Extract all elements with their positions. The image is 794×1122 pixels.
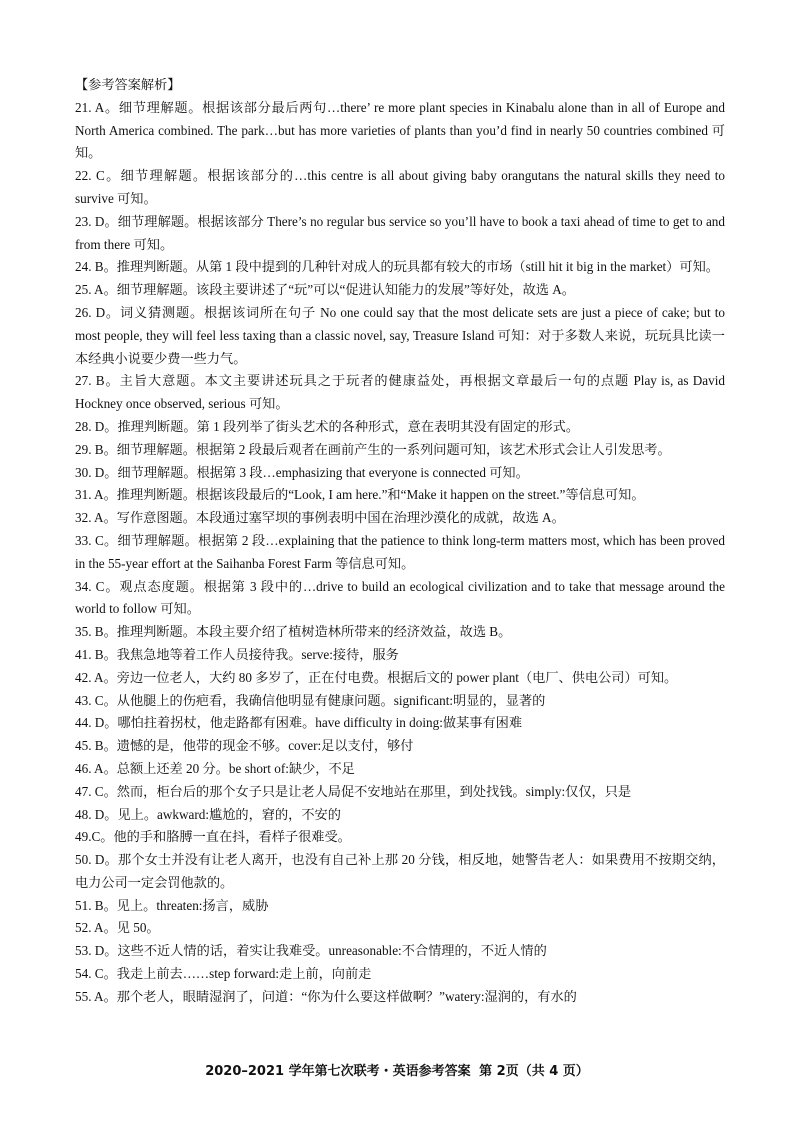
answer-entry-43: 43. C。从他腿上的伤疤看，我确信他明显有健康问题。significant:明显的，显著的: [75, 692, 546, 708]
answer-entry-53: 53. D。这些不近人情的话，着实让我难受。unreasonable:不合情理的，不近人情的: [75, 943, 547, 959]
answer-entry-26: 26. D。词义猜测题。根据该词所在句子 No one could say that the most delicate sets are just a piece of cake; but to most people, they will feel less taxing than a classic novel, say, Treasure Island 可知：对于多数人来说，玩玩具比读一本经典小说要少费一些力气。: [75, 304, 725, 366]
answer-entry-49: 49.C。他的手和胳膊一直在抖，看样子很难受。: [75, 829, 351, 845]
page-footer: [0, 1060, 794, 1079]
answer-entry-31: 31. A。推理判断题。根据该段最后的“Look, I am here.”和“Make it happen on the street.”等信息可知。: [75, 487, 645, 503]
answer-entry-29: 29. B。细节理解题。根据第 2 段最后观者在画前产生的一系列问题可知，该艺术形式会让人引发思考。: [75, 441, 671, 457]
answer-entry-21: 21. A。细节理解题。根据该部分最后两句…there’ re more plant species in Kinabalu alone than in all of Europe and North America combined. The park…but has more varieties of plants than you’d find in nearly 50 countries combined 可知。: [75, 99, 725, 161]
answer-entry-27: 27. B。主旨大意题。本文主要讲述玩具之于玩者的健康益处，再根据文章最后一句的点题 Play is, as David Hockney once observed, serious 可知。: [75, 373, 725, 412]
answer-entry-35: 35. B。推理判断题。本段主要介绍了植树造林所带来的经济效益，故选 B。: [75, 624, 512, 640]
answer-entry-52: 52. A。见 50。: [75, 920, 160, 936]
answer-entry-42: 42. A。旁边一位老人，大约 80 多岁了，正在付电费。根据后文的 power plant（电厂、供电公司）可知。: [75, 669, 678, 685]
answer-entry-45: 45. B。遗憾的是，他带的现金不够。cover:足以支付，够付: [75, 738, 414, 754]
answer-entry-34: 34. C。观点态度题。根据第 3 段中的…drive to build an ecological civilization and to take that message around the world to follow 可知。: [75, 578, 725, 617]
answer-entry-48: 48. D。见上。awkward:尴尬的，窘的，不安的: [75, 806, 341, 822]
answer-document: [75, 74, 725, 1009]
answer-entry-41: 41. B。我焦急地等着工作人员接待我。serve:接待，服务: [75, 646, 399, 662]
footer-page-number: 第 2页（共 4 页）: [479, 1064, 589, 1079]
answer-entry-50: 50. D。那个女士并没有让老人离开，也没有自己补上那 20 分钱，相反地，她警告老人：如果费用不按期交纳，电力公司一定会罚他款的。: [75, 852, 725, 890]
answer-entry-24: 24. B。推理判断题。从第 1 段中提到的几种针对成人的玩具都有较大的市场（still hit it big in the market）可知。: [75, 259, 719, 275]
answer-entry-23: 23. D。细节理解题。根据该部分 There’s no regular bus service so you’ll have to book a taxi ahead of time to get to and from there 可知。: [75, 213, 725, 252]
answer-entry-51: 51. B。见上。threaten:扬言，威胁: [75, 897, 269, 913]
answer-entry-33: 33. C。细节理解题。根据第 2 段…explaining that the patience to think long-term matters most, which has been proved in the 55-year effort at the Saihanba Forest Farm 等信息可知。: [75, 532, 725, 571]
answer-entry-30: 30. D。细节理解题。根据第 3 段…emphasizing that everyone is connected 可知。: [75, 464, 529, 480]
footer-title: 2020–2021 学年第七次联考・英语参考答案: [205, 1064, 471, 1079]
answer-entry-32: 32. A。写作意图题。本段通过塞罕坝的事例表明中国在治理沙漠化的成就，故选 A。: [75, 510, 565, 526]
answer-entry-54: 54. C。我走上前去……step forward:走上前，向前走: [75, 966, 372, 982]
section-heading: 【参考答案解析】: [75, 77, 181, 92]
answer-entry-28: 28. D。推理判断题。第 1 段列举了街头艺术的各种形式，意在表明其没有固定的形式。: [75, 418, 580, 434]
answer-entry-22: 22. C。细节理解题。根据该部分的…this centre is all about giving baby orangutans the natural skills they need to survive 可知。: [75, 168, 725, 206]
answer-entry-46: 46. A。总额上还差 20 分。be short of:缺少，不足: [75, 760, 355, 776]
answer-entry-47: 47. C。然而，柜台后的那个女子只是让老人局促不安地站在那里，到处找钱。simply:仅仅，只是: [75, 783, 632, 799]
answer-entry-25: 25. A。细节理解题。该段主要讲述了“玩”可以“促进认知能力的发展”等好处，故选 A。: [75, 282, 575, 298]
answer-entry-55: 55. A。那个老人，眼睛湿润了，问道：“你为什么要这样做啊？”watery:湿润的，有水的: [75, 988, 577, 1004]
answer-entry-44: 44. D。哪怕拄着拐杖，他走路都有困难。have difficulty in doing:做某事有困难: [75, 715, 523, 731]
